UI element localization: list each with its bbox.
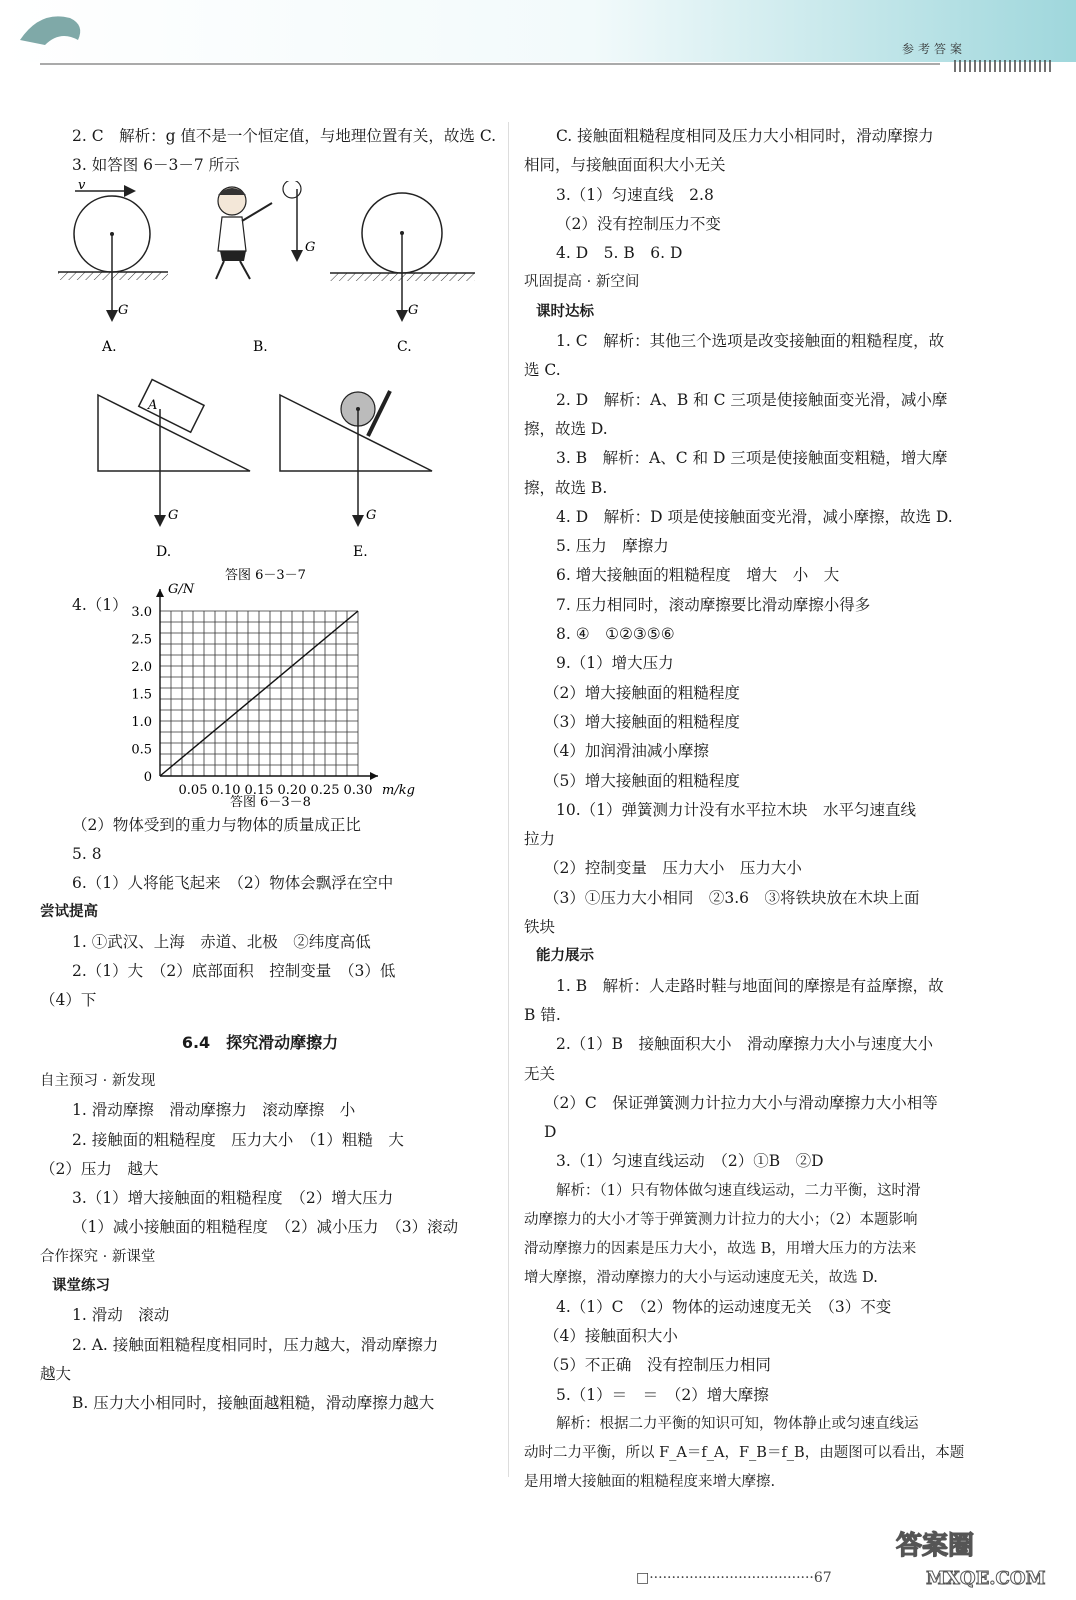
- answer-line: 3.（1）匀速直线运动 （2）①B ②D: [556, 1152, 824, 1171]
- answer-line: 相同，与接触面面积大小无关: [524, 156, 726, 175]
- y-axis-label: G/N: [168, 581, 195, 597]
- answer-line: 1. ①武汉、上海 赤道、北极 ②纬度高低: [72, 932, 371, 951]
- answer-line: 1. C 解析：其他三个选项是改变接触面的粗糙程度，故: [556, 332, 945, 351]
- answer-line: 无关: [524, 1064, 556, 1083]
- answer-line: 4. D 5. B 6. D: [556, 244, 683, 263]
- diagram-c: [330, 193, 475, 355]
- answer-line: （4）下: [40, 991, 97, 1010]
- x-axis-arrow: [370, 772, 378, 780]
- figure-label-b: B.: [253, 338, 268, 355]
- answer-line: （2）压力 越大: [40, 1159, 159, 1178]
- answer-line: （4）加润滑油减小摩擦: [544, 742, 709, 761]
- figure-label-e: E.: [353, 543, 368, 560]
- g-label: G: [366, 507, 377, 523]
- left-column: [40, 122, 497, 1419]
- right-column: [524, 122, 984, 1497]
- velocity-label: v: [78, 180, 86, 193]
- origin-label: 0: [143, 769, 152, 785]
- answer-line: 4. D 解析：D 项是使接触面变光滑，减小摩擦，故选 D.: [556, 507, 953, 526]
- answer-line: 1. B 解析：人走路时鞋与地面间的摩擦是有益摩擦，故: [556, 976, 944, 995]
- answer-line: （3）增大接触面的粗糙程度: [544, 712, 740, 731]
- answer-line: 1. 滑动摩擦 滑动摩擦力 滚动摩擦 小: [72, 1101, 356, 1120]
- answer-line: 2. A. 接触面粗糙程度相同时，压力越大，滑动摩擦力: [72, 1335, 439, 1354]
- answer-line: 5. 压力 摩擦力: [556, 537, 669, 556]
- x-tick-label: 0.05: [178, 782, 208, 798]
- section-heading: 自主预习 · 新发现: [40, 1072, 156, 1089]
- answer-line: 2. C 解析：g 值不是一个恒定值，与地理位置有关，故选 C.: [72, 127, 497, 145]
- watermark-text: 答案圈: [896, 1531, 975, 1561]
- header-title: 参考答案: [901, 42, 966, 56]
- chart-caption: 答图 6－3－8: [230, 794, 311, 810]
- answer-line: 7. 压力相同时，滚动摩擦要比滑动摩擦小得多: [556, 595, 871, 614]
- answer-line: （4）接触面积大小: [544, 1326, 678, 1345]
- answer-line: （5）增大接触面的粗糙程度: [544, 771, 740, 790]
- answer-line: 擦，故选 B.: [524, 478, 608, 497]
- answer-line: 4.（1）C （2）物体的运动速度无关 （3）不变: [556, 1297, 892, 1316]
- chapter-title: 6.4 探究滑动摩擦力: [181, 1032, 339, 1052]
- g-label: G: [305, 239, 316, 255]
- answer-line: 2. D 解析：A、B 和 C 三项是使接触面变光滑，减小摩: [556, 390, 948, 409]
- subsection-heading: 课堂练习: [52, 1278, 110, 1295]
- y-tick-label: 1.0: [131, 714, 152, 730]
- answer-line: 2. 接触面的粗糙程度 压力大小 （1）粗糙 大: [72, 1130, 404, 1149]
- answer-line: 3. B 解析：A、C 和 D 三项是使接触面变粗糙，增大摩: [556, 449, 948, 468]
- diagram-a: [58, 181, 168, 355]
- explanation-line: 解析：（1）只有物体做匀速直线运动，二力平衡，这时滑: [556, 1182, 921, 1199]
- answer-line: （2）控制变量 压力大小 压力大小: [544, 859, 802, 878]
- y-axis-arrow: [156, 589, 164, 597]
- answer-line: 1. 滑动 滚动: [72, 1306, 170, 1325]
- figure-label-a: A.: [102, 338, 117, 355]
- g-label: G: [408, 302, 419, 318]
- answer-line: 5.（1）＝ ＝ （2）增大摩擦: [556, 1385, 769, 1404]
- answer-line: （2）没有控制压力不变: [556, 214, 721, 233]
- diagram-e: [280, 391, 432, 560]
- answer-line: B. 压力大小相同时，接触面越粗糙，滑动摩擦力越大: [72, 1394, 435, 1413]
- y-tick-label: 2.5: [131, 632, 152, 648]
- answer-line: （2）增大接触面的粗糙程度: [544, 683, 740, 702]
- explanation-line: 动摩擦力的大小才等于弹簧测力计拉力的大小；（2）本题影响: [524, 1211, 918, 1228]
- g-label: G: [168, 507, 179, 523]
- answer-line: 3.（1）匀速直线 2.8: [556, 185, 714, 204]
- answer-line: 5. 8: [72, 844, 102, 863]
- answer-line: D: [544, 1123, 557, 1142]
- x-axis-label: m/kg: [382, 782, 415, 798]
- diagram-d: [98, 379, 250, 560]
- x-tick-label: 0.15: [244, 782, 274, 798]
- figure-label-d: D.: [156, 543, 172, 560]
- answer-line: 2.（1）B 接触面积大小 滑动摩擦力大小与速度大小: [556, 1035, 934, 1054]
- block-a-label: A: [148, 397, 158, 413]
- answer-line: （1）减小接触面的粗糙程度 （2）减小压力 （3）滚动: [72, 1218, 459, 1237]
- explanation-line: 解析：根据二力平衡的知识可知，物体静止或匀速直线运: [556, 1415, 919, 1432]
- answer-line: 6.（1）人将能飞起来 （2）物体会飘浮在空中: [72, 874, 394, 893]
- answer-line: 10.（1）弹簧测力计没有水平拉木块 水平匀速直线: [556, 800, 917, 819]
- explanation-line: 是用增大接触面的粗糙程度来增大摩擦.: [524, 1473, 776, 1490]
- answer-line: 擦，故选 D.: [524, 419, 608, 438]
- answer-line: 选 C.: [524, 361, 561, 380]
- page-number-footer: □·····································67: [636, 1570, 832, 1586]
- answer-line: 拉力: [524, 830, 556, 849]
- figure-label-c: C.: [397, 338, 412, 355]
- explanation-line: 动时二力平衡，所以 F_A＝f_A，F_B＝f_B，由题图可以看出，本题: [524, 1444, 965, 1461]
- section-heading: 合作探究 · 新课堂: [40, 1248, 156, 1265]
- chart-block: [40, 581, 480, 811]
- watermark-logo: [886, 1522, 1056, 1592]
- figure-caption: 答图 6－3－7: [225, 567, 306, 581]
- answer-line: 铁块: [524, 918, 556, 937]
- answer-line: （5）不正确 没有控制压力相同: [544, 1356, 771, 1375]
- y-tick-label: 0.5: [131, 742, 152, 758]
- watermark-url: MXQE.COM: [926, 1568, 1046, 1589]
- subsection-heading: 课时达标: [536, 303, 594, 320]
- answer-line: 越大: [40, 1364, 72, 1383]
- answer-line: 6. 增大接触面的粗糙程度 增大 小 大: [556, 566, 840, 585]
- x-tick-label: 0.20: [277, 782, 307, 798]
- answer-line: （2）C 保证弹簧测力计拉力大小与滑动摩擦力大小相等: [544, 1093, 938, 1112]
- answer-line: 9.（1）增大压力: [556, 654, 674, 673]
- question-label: 4.（1）: [72, 595, 128, 614]
- y-tick-label: 2.0: [131, 659, 152, 675]
- answer-line: 8. ④ ①②③⑤⑥: [556, 625, 675, 644]
- x-tick-label: 0.25: [310, 782, 340, 798]
- answer-line: C. 接触面粗糙程度相同及压力大小相同时，滑动摩擦力: [556, 127, 934, 145]
- answer-line: 3.（1）增大接触面的粗糙程度 （2）增大压力: [72, 1189, 394, 1208]
- y-tick-label: 3.0: [131, 604, 152, 620]
- section-heading: 尝试提高: [40, 904, 98, 921]
- answer-line: （2）物体受到的重力与物体的质量成正比: [72, 815, 361, 834]
- gravity-mass-chart: [40, 581, 480, 811]
- x-tick-label: 0.10: [211, 782, 241, 798]
- column-divider: [508, 122, 509, 1477]
- explanation-line: 滑动摩擦力的因素是压力大小，故选 B，用增大压力的方法来: [524, 1240, 917, 1257]
- figure-6-3-7: [40, 181, 480, 581]
- page-header: [0, 0, 1076, 80]
- answer-line: 3. 如答图 6－3－7 所示: [72, 156, 240, 175]
- explanation-line: 增大摩擦，滑动摩擦力的大小与运动速度无关，故选 D.: [524, 1269, 878, 1286]
- diagram-b: [216, 181, 315, 355]
- x-tick-label: 0.30: [343, 782, 373, 798]
- y-tick-label: 1.5: [131, 687, 152, 703]
- section-heading: 巩固提高 · 新空间: [524, 274, 640, 291]
- answer-line: 2.（1）大 （2）底部面积 控制变量 （3）低: [72, 962, 396, 981]
- answer-line: （3）①压力大小相同 ②3.6 ③将铁块放在木块上面: [544, 888, 920, 907]
- g-label: G: [118, 302, 129, 318]
- answer-line: B 错.: [524, 1005, 561, 1024]
- subsection-heading: 能力展示: [536, 948, 594, 965]
